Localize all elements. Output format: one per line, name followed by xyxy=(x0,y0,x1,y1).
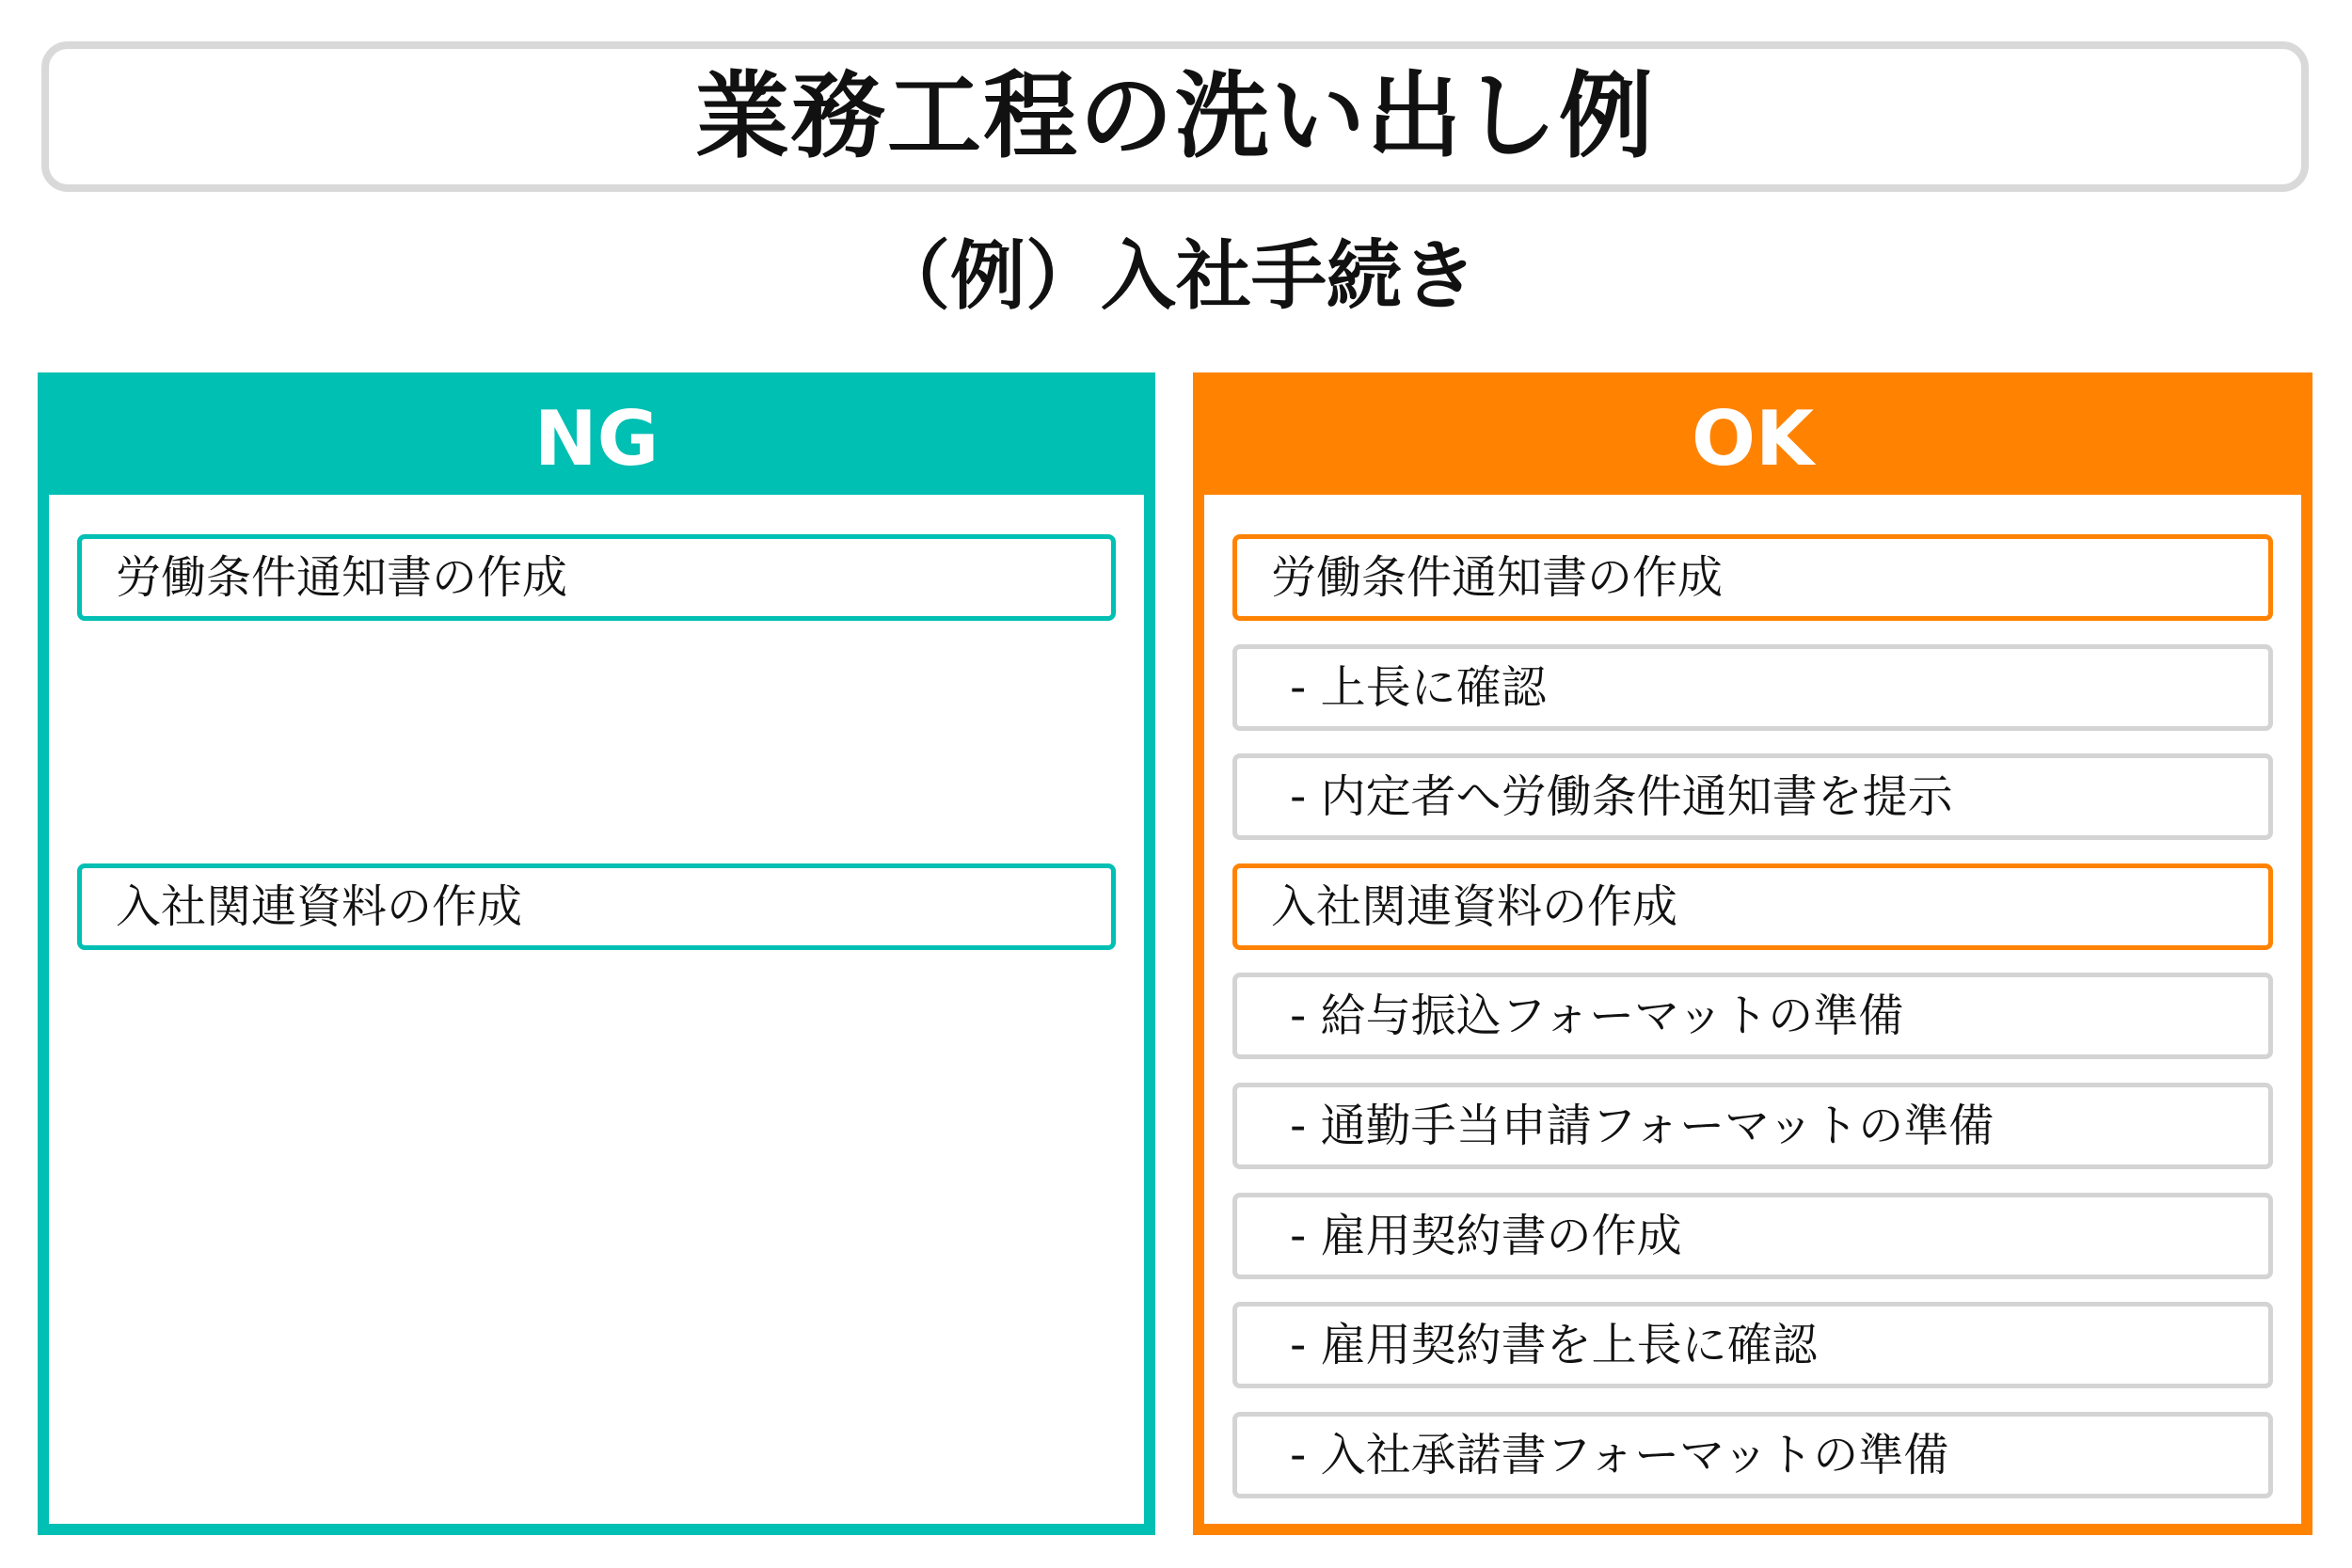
page-title: 業務工程の洗い出し例 xyxy=(695,61,1655,171)
ok-item-sub: - 内定者へ労働条件通知書を提示 xyxy=(1232,753,2273,840)
subtitle: （例）入社手続き xyxy=(875,232,1477,320)
ok-panel-header: OK xyxy=(1204,384,2301,495)
ng-panel xyxy=(38,372,1155,1535)
ok-item-sub: - 雇用契約書を上長に確認 xyxy=(1232,1302,2273,1388)
ok-panel xyxy=(1193,372,2312,1535)
ng-panel-header: NG xyxy=(49,384,1144,495)
ok-item-sub: - 上長に確認 xyxy=(1232,644,2273,731)
ok-item-sub: - 通勤手当申請フォーマットの準備 xyxy=(1232,1083,2273,1169)
ok-item-main: 労働条件通知書の作成 xyxy=(1232,534,2273,621)
ok-item-sub: - 雇用契約書の作成 xyxy=(1232,1193,2273,1279)
ng-item-onboarding-documents: 入社関連資料の作成 xyxy=(77,863,1116,950)
ng-item-labor-conditions: 労働条件通知書の作成 xyxy=(77,534,1116,621)
ok-item-sub: - 給与振込フォーマットの準備 xyxy=(1232,973,2273,1059)
title-box xyxy=(41,41,2309,192)
ok-item-main: 入社関連資料の作成 xyxy=(1232,863,2273,950)
ok-item-sub: - 入社承諾書フォーマットの準備 xyxy=(1232,1412,2273,1498)
